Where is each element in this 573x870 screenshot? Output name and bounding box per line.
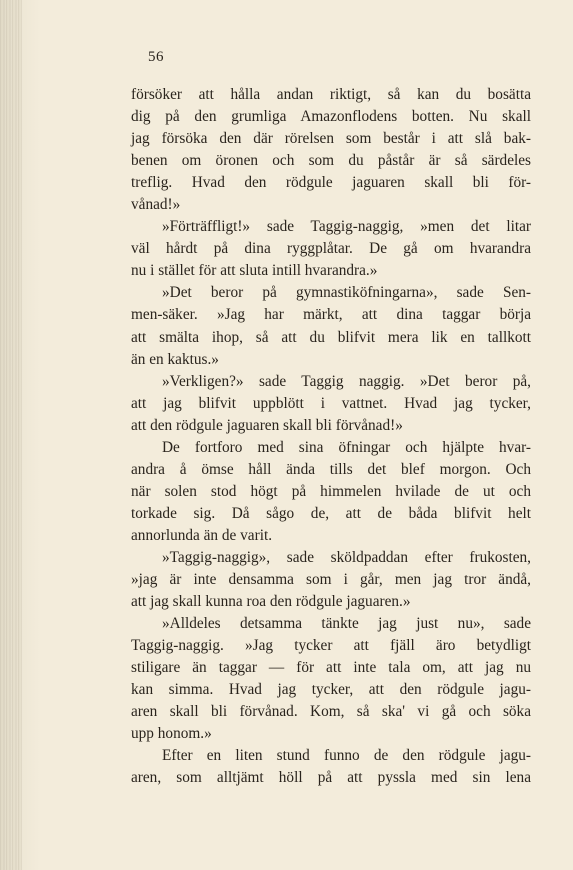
text-line: aren skall bli förvånad. Kom, så ska' vi gå och söka	[131, 703, 531, 721]
page-number: 56	[148, 49, 164, 65]
text-line: än en kaktus.»	[131, 350, 219, 368]
text-line: att smälta ihop, så att du blifvit mera lik en tallkott	[131, 328, 531, 346]
text-line: vånad!»	[131, 196, 181, 214]
text-line: »Förträffligt!» sade Taggig-naggig, »men det litar	[162, 218, 531, 236]
text-line: att jag blifvit uppblött i vattnet. Hvad jag tycker,	[131, 394, 531, 412]
text-line: Taggig-naggig. »Jag tycker att fjäll äro betydligt	[131, 637, 531, 655]
text-line: treflig. Hvad den rödgule jaguaren skall bli för-	[131, 174, 531, 192]
text-line: Efter en liten stund funno de den rödgule jagu-	[162, 747, 531, 765]
text-line: väl hårdt på dina ryggplåtar. De gå om hvarandra	[131, 240, 531, 258]
text-line: jag försöka den där rörelsen som består i att slå bak-	[131, 130, 531, 148]
text-line: »Taggig-naggig», sade sköldpaddan efter frukosten,	[162, 548, 531, 566]
text-line: De fortforo med sina öfningar och hjälpte hvar-	[162, 438, 531, 456]
page-gutter	[0, 0, 22, 870]
text-line: andra å ömse håll ända tills det blef morgon. Och	[131, 460, 531, 478]
text-line: att den rödgule jaguaren skall bli förvånad!»	[131, 416, 403, 434]
text-line: »Verkligen?» sade Taggig naggig. »Det beror på,	[162, 372, 531, 390]
text-line: »jag är inte densamma som i går, men jag tror ändå,	[131, 571, 531, 589]
text-line: upp honom.»	[131, 725, 212, 743]
text-line: »Alldeles detsamma tänkte jag just nu», sade	[162, 615, 531, 633]
text-line: kan simma. Hvad jag tycker, att den rödgule jagu-	[131, 681, 531, 699]
text-line: dig på den grumliga Amazonflodens botten. Nu skall	[131, 108, 531, 126]
text-line: att jag skall kunna roa den rödgule jaguaren.»	[131, 593, 411, 611]
text-line: när solen stod högt på himmelen hvilade de ut och	[131, 482, 531, 500]
text-line: »Det beror på gymnastiköfningarna», sade Sen-	[162, 284, 531, 302]
text-line: men-säker. »Jag har märkt, att dina taggar börja	[131, 306, 531, 324]
text-line: torkade sig. Då sågo de, att de båda blifvit helt	[131, 504, 531, 522]
text-line: aren, som alltjämt höll på att pyssla med sin lena	[131, 769, 531, 787]
text-line: benen om öronen och som du påstår är så särdeles	[131, 152, 531, 170]
text-line: nu i stället för att sluta intill hvarandra.»	[131, 262, 378, 280]
body-text	[131, 84, 531, 790]
text-line: stiligare än taggar — för att inte tala om, att jag nu	[131, 659, 531, 677]
text-line: försöker att hålla andan riktigt, så kan du bosätta	[131, 86, 531, 103]
text-line: annorlunda än de varit.	[131, 526, 273, 544]
